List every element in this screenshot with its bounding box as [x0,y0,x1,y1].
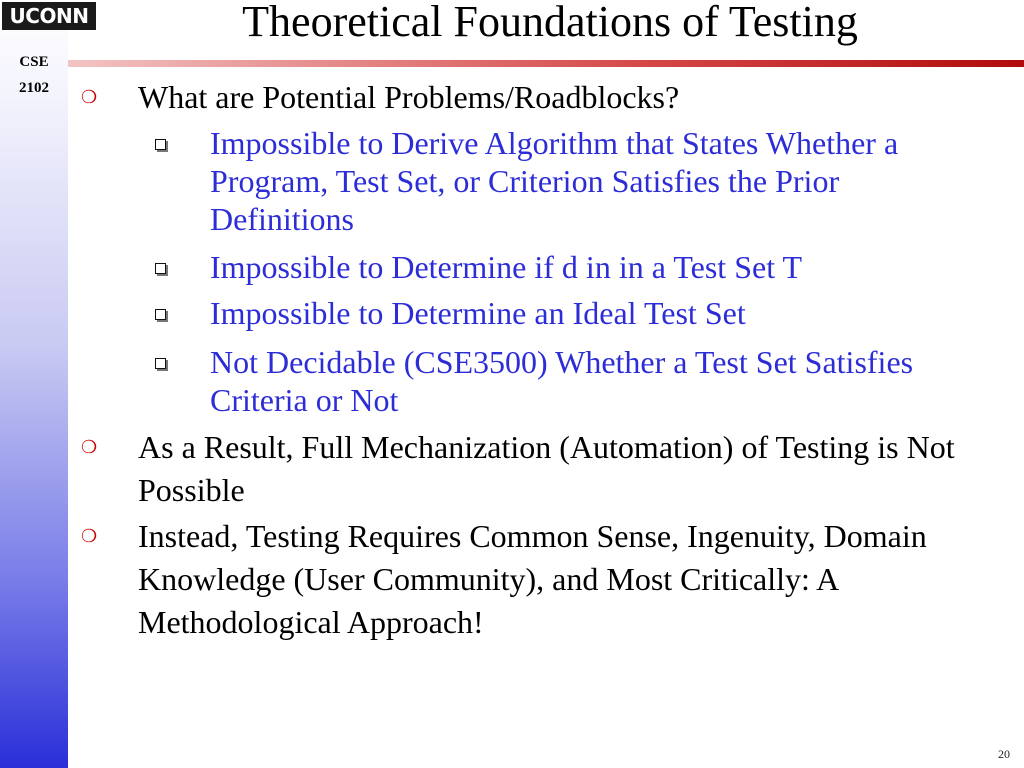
bullet-item [81,76,998,119]
sub-bullet-square-icon [155,139,166,150]
title-underline-rule [68,60,1024,67]
slide-title: Theoretical Foundations of Testing [242,0,858,46]
page-number: 20 [998,747,1010,761]
bullet-item [81,515,998,644]
sub-bullet-square-icon [155,358,166,369]
uconn-logo [2,2,96,30]
sub-bullet-square-icon [155,309,166,320]
bullet-circle-icon: ❍ [81,437,98,458]
bullet-item [81,426,998,512]
sub-bullet-square-icon [155,263,166,274]
bullet-text: Instead, Testing Requires Common Sense, Ingenuity, Domain Knowledge (User Community), and Most Critically: A Methodological Approach! [138,518,927,640]
sidebar-gradient [0,0,68,768]
bullet-text: What are Potential Problems/Roadblocks? [138,79,680,115]
logo-text: UCONN [9,4,89,28]
bullet-circle-icon: ❍ [81,526,98,547]
sub-bullet-text: Impossible to Derive Algorithm that States Whether a Program, Test Set, or Criterion Satisfies the Prior Definitions [210,125,899,237]
sub-bullet-item [210,294,990,332]
sub-bullet-item [210,124,990,238]
sub-bullet-text: Impossible to Determine if d in in a Test Set T [210,249,803,285]
bullet-text: As a Result, Full Mechanization (Automation) of Testing is Not Possible [138,429,955,508]
bullet-circle-icon: ❍ [81,87,98,108]
sub-bullet-text: Not Decidable (CSE3500) Whether a Test Set Satisfies Criteria or Not [210,344,914,418]
sub-bullet-item [210,343,990,419]
sub-bullet-text: Impossible to Determine an Ideal Test Set [210,295,746,331]
course-code-line2: 2102 [19,80,49,96]
sub-bullet-item [210,248,990,286]
course-code-line1: CSE [19,54,49,70]
